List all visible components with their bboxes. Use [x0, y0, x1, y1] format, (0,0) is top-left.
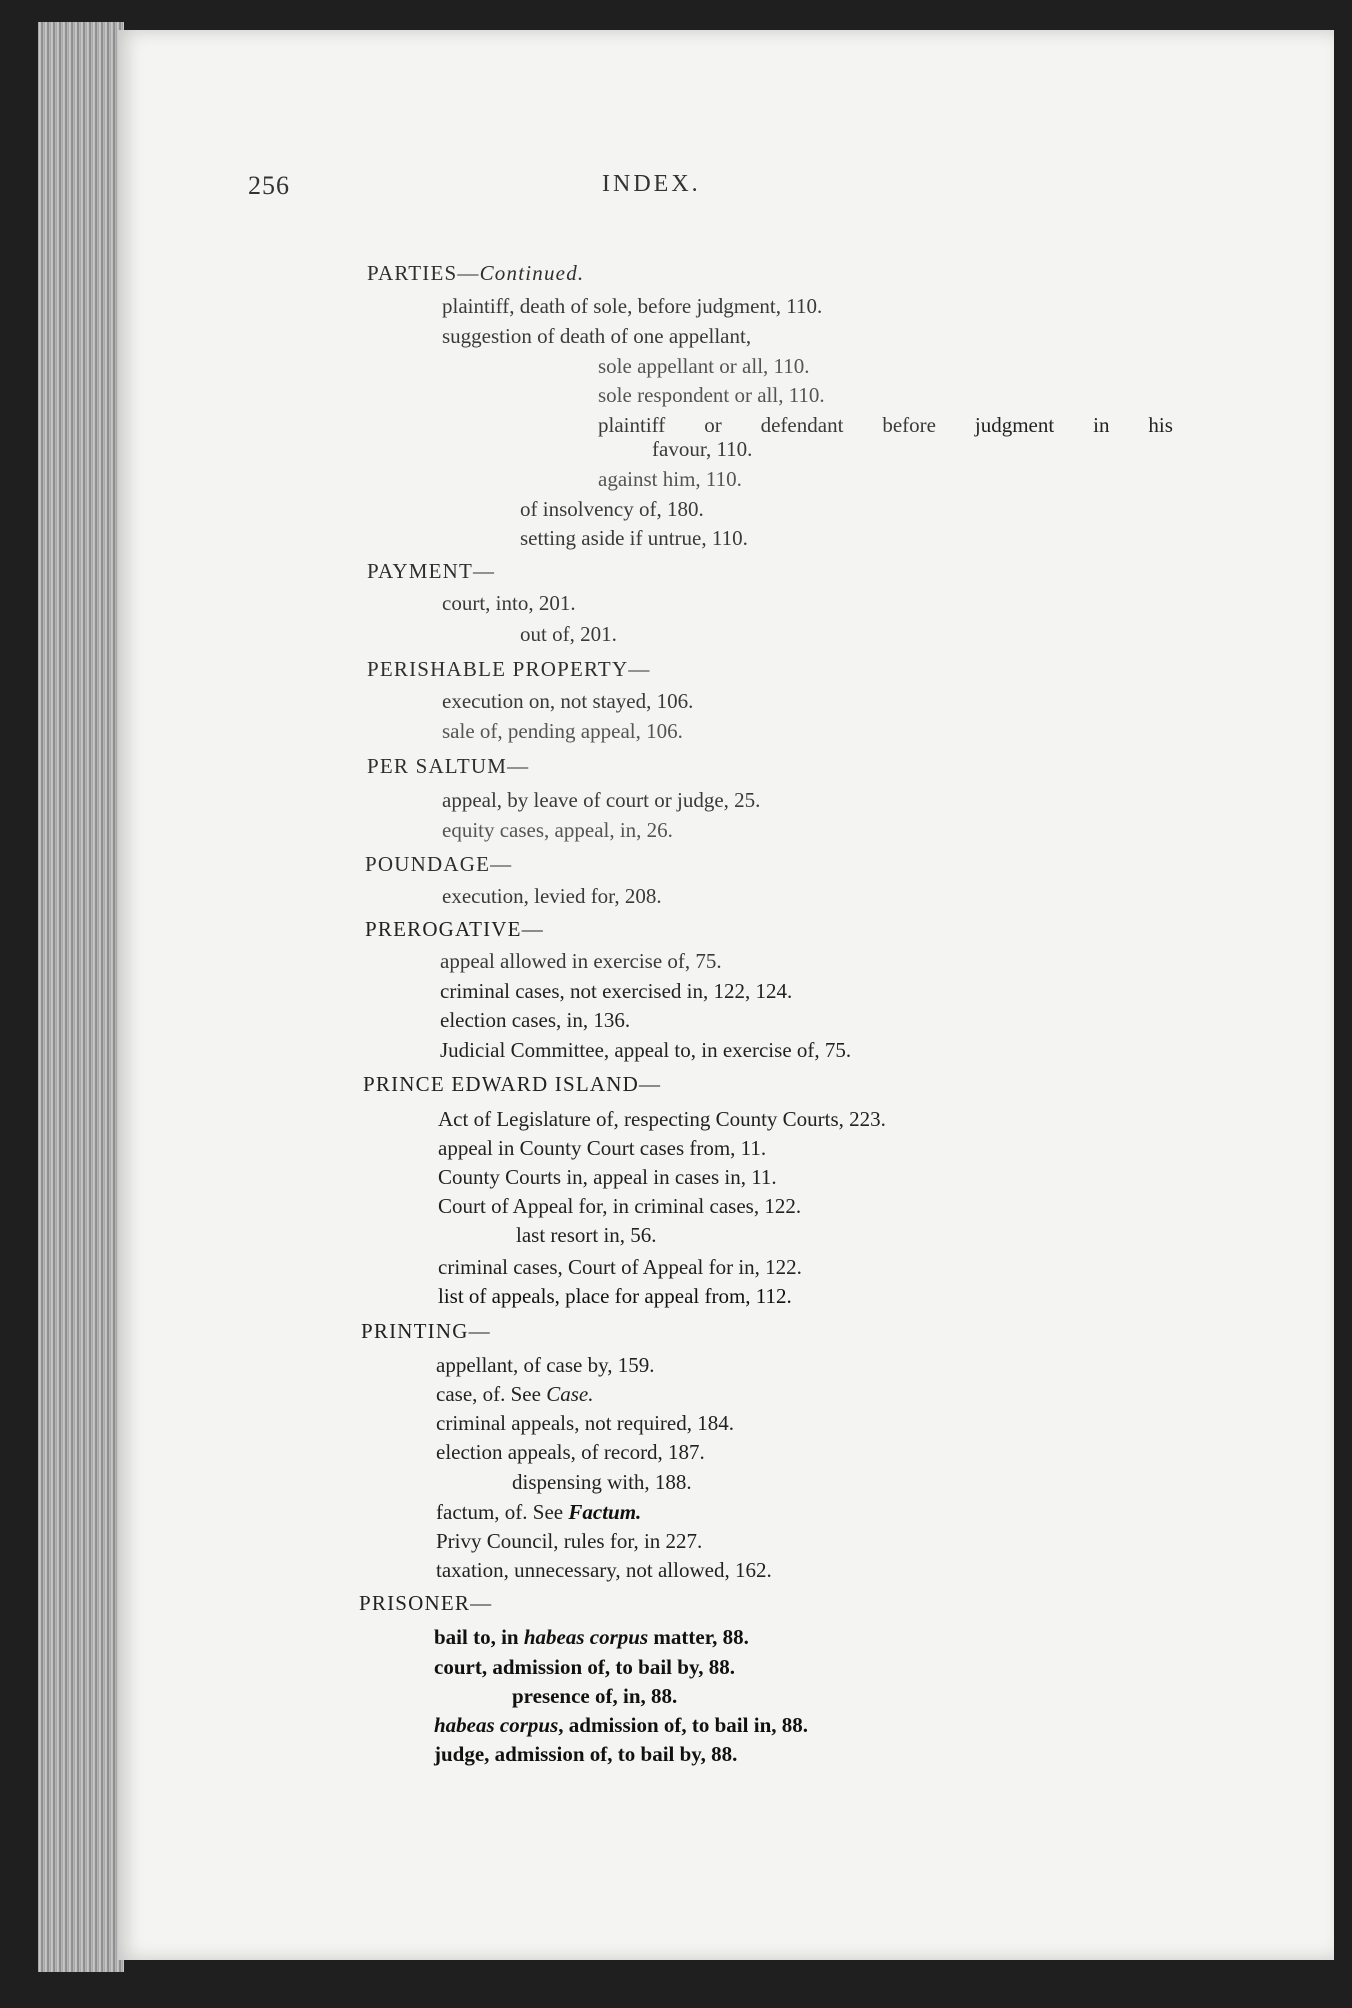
entry-text: bail to, in: [434, 1625, 524, 1649]
index-heading-prisoner: PRISONER—: [359, 1591, 493, 1615]
index-subentry: against him, 110.: [598, 467, 742, 491]
index-entry: County Courts in, appeal in cases in, 11.: [438, 1165, 777, 1189]
index-entry: appeal allowed in exercise of, 75.: [440, 949, 722, 973]
index-subentry: of insolvency of, 180.: [520, 497, 704, 521]
index-entry: execution on, not stayed, 106.: [442, 689, 694, 713]
index-subentry: presence of, in, 88.: [512, 1684, 678, 1708]
index-entry: appeal in County Court cases from, 11.: [438, 1136, 767, 1160]
index-entry: criminal appeals, not required, 184.: [436, 1411, 734, 1435]
word: or: [704, 413, 722, 437]
index-entry: election cases, in, 136.: [440, 1008, 631, 1032]
index-subentry: sole appellant or all, 110.: [598, 354, 810, 378]
index-entry: appeal, by leave of court or judge, 25.: [442, 788, 761, 812]
running-head: INDEX.: [602, 171, 701, 197]
index-subentry-justified: [598, 412, 1173, 438]
index-entry: Privy Council, rules for, in 227.: [436, 1529, 703, 1553]
index-entry: election appeals, of record, 187.: [436, 1440, 705, 1464]
index-heading-parties: [367, 260, 584, 286]
index-entry-cross-reference: [436, 1381, 593, 1407]
index-entry: court, admission of, to bail by, 88.: [434, 1655, 736, 1679]
index-entry: criminal cases, Court of Appeal for in, 122.: [438, 1255, 802, 1279]
index-entry: court, into, 201.: [442, 591, 576, 615]
book-page-edges: [38, 22, 124, 1972]
entry-text: matter, 88.: [648, 1625, 749, 1649]
latin-term: habeas corpus: [523, 1625, 649, 1649]
entry-text: , admission of, to bail in, 88.: [558, 1713, 808, 1737]
page-number: 256: [248, 171, 290, 200]
index-entry: list of appeals, place for appeal from, 112.: [438, 1284, 792, 1308]
index-subentry: setting aside if untrue, 110.: [520, 526, 748, 550]
word: in: [1093, 413, 1110, 437]
index-subentry: last resort in, 56.: [516, 1223, 657, 1247]
index-heading-poundage: POUNDAGE—: [365, 852, 513, 876]
continued-label: Continued.: [479, 261, 585, 285]
index-heading-printing: PRINTING—: [361, 1319, 491, 1343]
word: judgment: [974, 413, 1055, 437]
see-reference: Factum.: [568, 1500, 642, 1524]
index-entry: sale of, pending appeal, 106.: [442, 719, 683, 743]
heading-text: PARTIES—: [367, 261, 480, 285]
word: defendant: [760, 413, 844, 437]
index-entry: appellant, of case by, 159.: [436, 1353, 655, 1377]
index-entry: plaintiff, death of sole, before judgment, 110.: [442, 294, 823, 318]
index-entry: equity cases, appeal, in, 26.: [442, 818, 673, 842]
index-subentry-continued: favour, 110.: [652, 437, 753, 461]
index-subentry: sole respondent or all, 110.: [598, 383, 825, 407]
entry-text: factum, of. See: [436, 1500, 569, 1524]
index-entry: suggestion of death of one appellant,: [442, 324, 752, 348]
index-entry: Judicial Committee, appeal to, in exercise of, 75.: [440, 1038, 852, 1062]
index-entry: Act of Legislature of, respecting County Courts, 223.: [438, 1107, 886, 1131]
index-heading-prince-edward-island: PRINCE EDWARD ISLAND—: [363, 1072, 662, 1096]
latin-term: habeas corpus: [434, 1713, 559, 1737]
index-entry: judge, admission of, to bail by, 88.: [434, 1742, 738, 1766]
page-header: [248, 171, 848, 211]
word: his: [1148, 413, 1173, 437]
index-entry: [434, 1712, 808, 1738]
word: plaintiff: [598, 413, 666, 437]
index-entry: [434, 1624, 749, 1650]
index-heading-payment: PAYMENT—: [367, 559, 496, 583]
index-entry-cross-reference: [436, 1499, 641, 1525]
index-entry: taxation, unnecessary, not allowed, 162.: [436, 1558, 772, 1582]
index-entry: criminal cases, not exercised in, 122, 124.: [440, 979, 793, 1003]
entry-text: case, of. See: [436, 1382, 547, 1406]
index-entry: execution, levied for, 208.: [442, 884, 662, 908]
word: before: [882, 413, 936, 437]
index-subentry: out of, 201.: [520, 622, 617, 646]
index-heading-per-saltum: PER SALTUM—: [367, 754, 530, 778]
index-subentry: dispensing with, 188.: [512, 1470, 692, 1494]
index-entry: Court of Appeal for, in criminal cases, 122.: [438, 1194, 802, 1218]
index-heading-prerogative: PREROGATIVE—: [365, 917, 544, 941]
see-reference: Case.: [546, 1382, 594, 1406]
index-heading-perishable-property: PERISHABLE PROPERTY—: [367, 657, 651, 681]
